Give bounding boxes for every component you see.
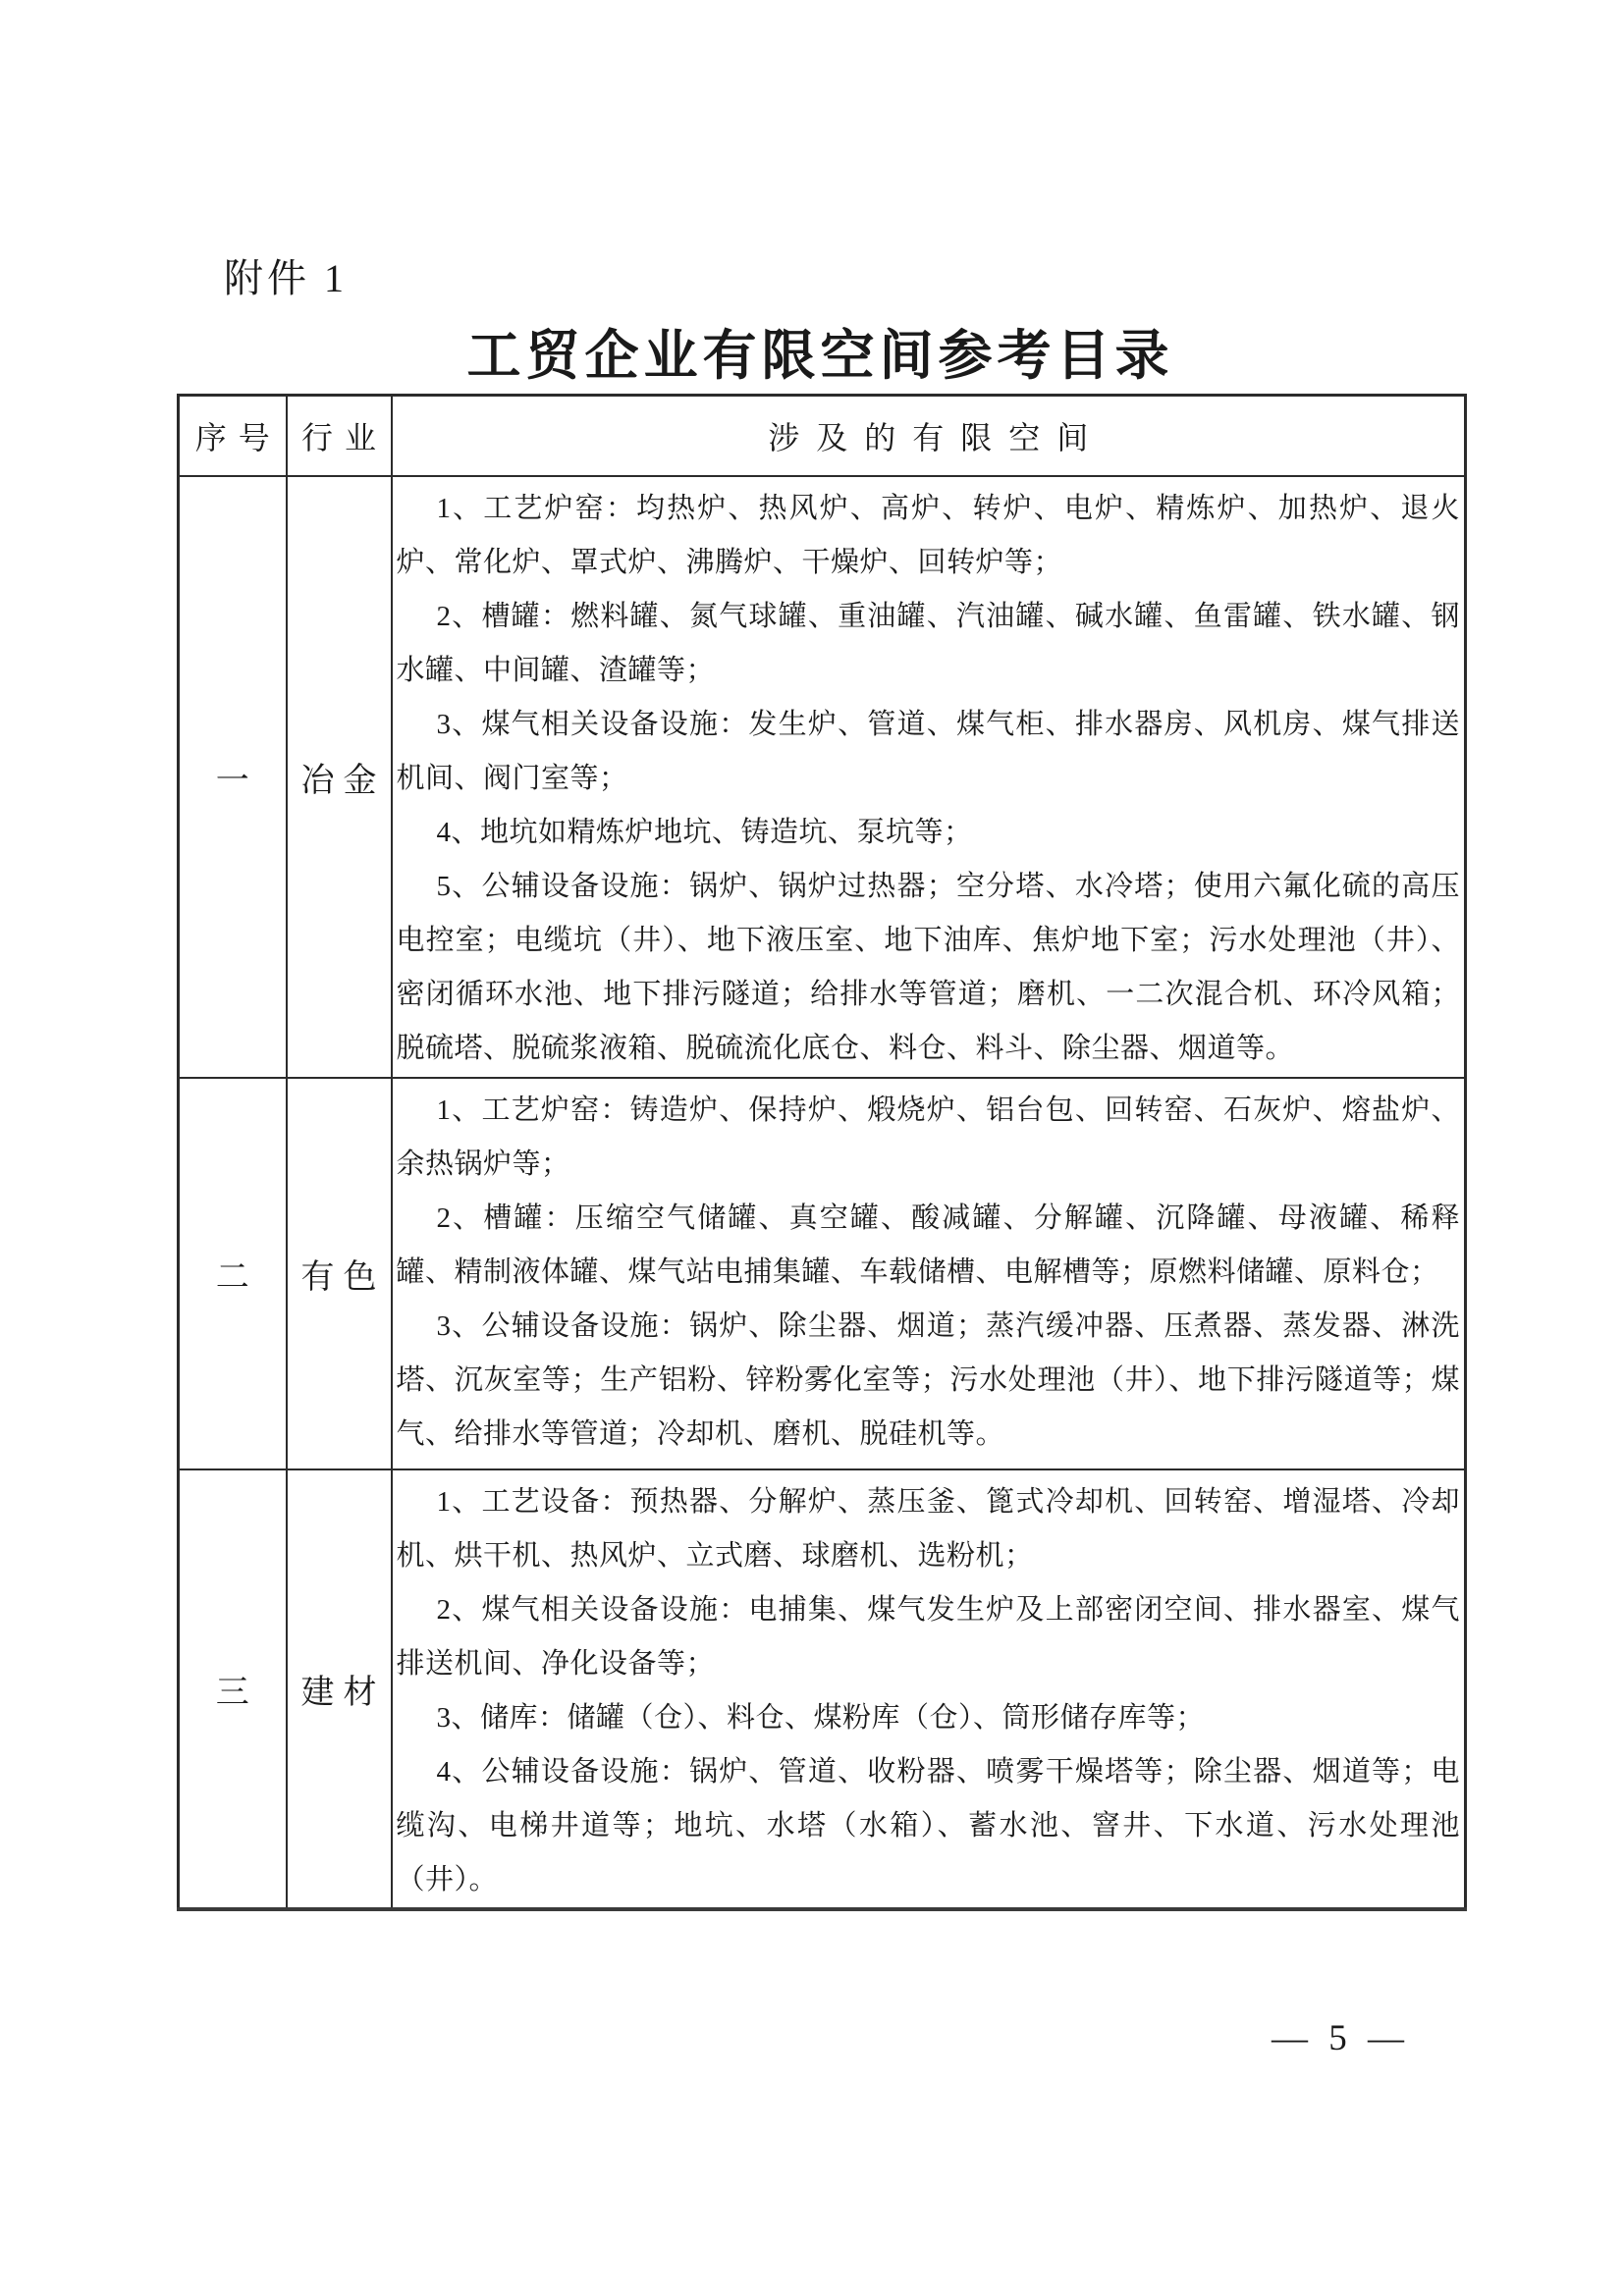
page-title: 工贸企业有限空间参考目录 [466, 326, 1174, 386]
list-item: 3、储库：储罐（仓）、料仓、煤粉库（仓）、筒形储存库等； [436, 1702, 1206, 1734]
table-row-nonferrous [179, 1078, 1466, 1469]
row-industry-cell: 有色 [287, 1078, 392, 1469]
list-item: 5、公辅设备设施：锅炉、锅炉过热器；空分塔、水冷塔；使用六氟化硫的高压电控室；电缆坑（井）、地下液压室、地下油库、焦炉地下室；污水处理池（井）、密闭循环水池、地下排污隧道；给排水等管道；磨机、一二次混合机、环冷风箱；脱硫塔、脱硫浆液箱、脱硫流化底仓、料仓、料斗、除尘器、烟道等。 [396, 871, 1460, 1064]
confined-space-catalog-table [177, 394, 1467, 1911]
list-item: 1、工艺设备：预热器、分解炉、蒸压釜、篦式冷却机、回转窑、增湿塔、冷却机、烘干机、热风炉、立式磨、球磨机、选粉机； [396, 1486, 1460, 1572]
column-header-index: 序号 [179, 396, 287, 477]
table-header-row [179, 396, 1466, 477]
list-item: 1、工艺炉窑：均热炉、热风炉、高炉、转炉、电炉、精炼炉、加热炉、退火炉、常化炉、罩式炉、沸腾炉、干燥炉、回转炉等； [396, 493, 1460, 578]
row-industry-cell: 建材 [287, 1469, 392, 1909]
list-item: 4、公辅设备设施：锅炉、管道、收粉器、喷雾干燥塔等；除尘器、烟道等；电缆沟、电梯井道等；地坑、水塔（水箱）、蓄水池、窨井、下水道、污水处理池（井）。 [396, 1756, 1460, 1896]
table-row-metallurgy [179, 476, 1466, 1078]
page-number: — 5 — [1272, 2018, 1410, 2058]
column-header-industry: 行业 [287, 396, 392, 477]
list-item: 4、地坑如精炼炉地坑、铸造坑、泵坑等； [436, 817, 973, 848]
list-item: 3、煤气相关设备设施：发生炉、管道、煤气柜、排水器房、风机房、煤气排送机间、阀门室等； [396, 709, 1460, 794]
list-item: 2、槽罐：燃料罐、氮气球罐、重油罐、汽油罐、碱水罐、鱼雷罐、铁水罐、钢水罐、中间罐、渣罐等； [396, 601, 1460, 686]
list-item: 1、工艺炉窑：铸造炉、保持炉、煅烧炉、铝台包、回转窑、石灰炉、熔盐炉、余热锅炉等； [396, 1095, 1460, 1180]
attachment-label: 附件 1 [224, 256, 348, 300]
list-item: 2、槽罐：压缩空气储罐、真空罐、酸减罐、分解罐、沉降罐、母液罐、稀释罐、精制液体罐、煤气站电捕集罐、车载储槽、电解槽等；原燃料储罐、原料仓； [396, 1202, 1460, 1288]
list-item: 3、公辅设备设施：锅炉、除尘器、烟道；蒸汽缓冲器、压煮器、蒸发器、淋洗塔、沉灰室等；生产铝粉、锌粉雾化室等；污水处理池（井）、地下排污隧道等；煤气、给排水等管道；冷却机、磨机、脱硅机等。 [396, 1310, 1460, 1450]
row-index-cell: 三 [179, 1469, 287, 1909]
list-item: 2、煤气相关设备设施：电捕集、煤气发生炉及上部密闭空间、排水器室、煤气排送机间、净化设备等； [396, 1594, 1460, 1680]
row-industry-cell: 冶金 [287, 476, 392, 1078]
column-header-spaces: 涉及的有限空间 [392, 396, 1466, 477]
table-row-building-materials [179, 1469, 1466, 1909]
row-spaces-cell [392, 476, 1466, 1078]
row-index-cell: 二 [179, 1078, 287, 1469]
row-spaces-cell [392, 1469, 1466, 1909]
row-index-cell: 一 [179, 476, 287, 1078]
row-spaces-cell [392, 1078, 1466, 1469]
